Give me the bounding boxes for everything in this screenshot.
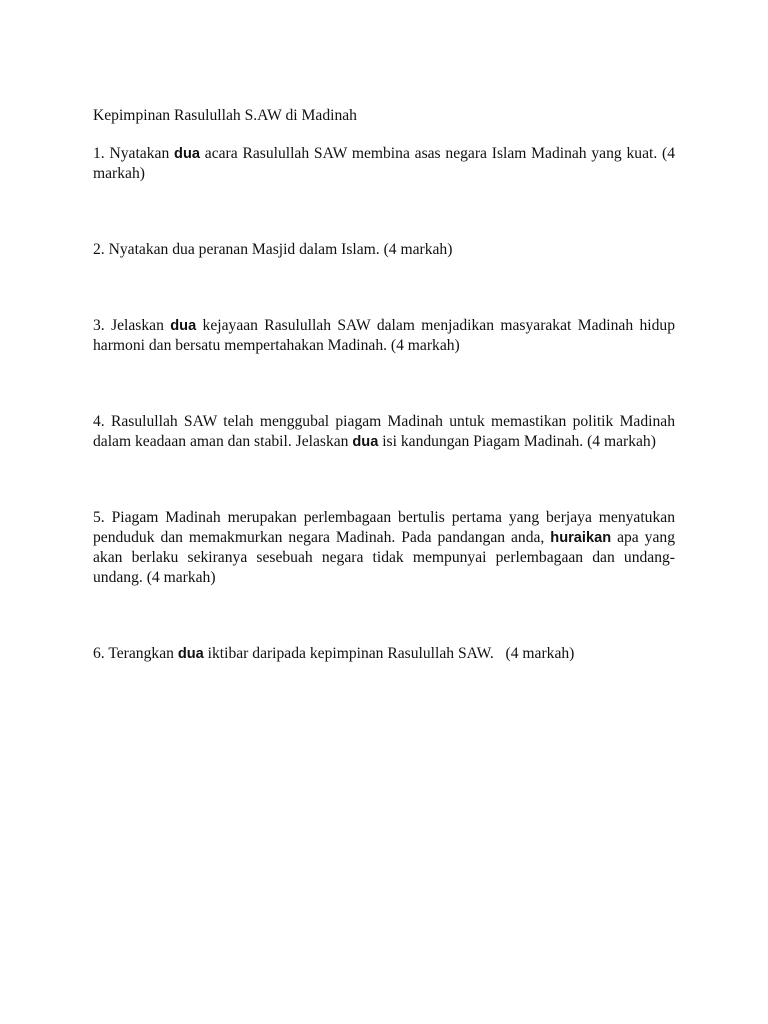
question-number: 6. [93, 645, 105, 662]
question-text: Jelaskan [111, 317, 171, 334]
emphasis-word: dua [177, 646, 204, 662]
question-text: kejayaan Rasulullah SAW dalam menjadikan masyarakat Madinah hidup harmoni dan bersatu mempertahakan Madinah. (4 markah) [93, 317, 676, 354]
question-number: 4. [93, 413, 105, 430]
question-text: iktibar daripada kepimpinan Rasulullah SAW. (4 markah) [203, 645, 575, 662]
question-number: 2. [93, 241, 105, 258]
question-text: acara Rasulullah SAW membina asas negara Islam Madinah yang kuat. (4 markah) [93, 145, 676, 182]
question-text: isi kandungan Piagam Madinah. (4 markah) [378, 433, 656, 450]
question-text: Terangkan [108, 645, 178, 662]
question-text: apa yang akan berlaku sekiranya sesebuah negara tidak mempunyai perlembagaan dan undang-undang. (4 markah) [93, 529, 675, 586]
question-3 [93, 316, 675, 356]
emphasis-word: dua [174, 146, 200, 162]
question-1 [93, 144, 675, 184]
question-number: 3. [93, 317, 105, 334]
question-4 [93, 412, 675, 452]
question-text: Piagam Madinah merupakan perlembagaan bertulis pertama yang berjaya menyatukan penduduk dan memakmurkan negara Madinah. Pada pandangan anda, [93, 509, 675, 546]
question-number: 1. [93, 145, 105, 162]
question-text: Nyatakan [109, 145, 175, 162]
question-text: Rasulullah SAW telah menggubal piagam Madinah untuk memastikan politik Madinah dalam keadaan aman dan stabil. Jelaskan [93, 413, 675, 450]
question-text: Nyatakan dua peranan Masjid dalam Islam. (4 markah) [108, 241, 453, 258]
document-page [93, 106, 675, 664]
emphasis-word: dua [170, 318, 197, 334]
question-5 [93, 508, 675, 588]
question-6 [93, 644, 675, 664]
emphasis-word: huraikan [550, 530, 612, 546]
document-title: Kepimpinan Rasulullah S.AW di Madinah [93, 107, 357, 124]
question-number: 5. [93, 509, 105, 526]
question-2 [93, 240, 675, 260]
emphasis-word: dua [352, 434, 379, 450]
